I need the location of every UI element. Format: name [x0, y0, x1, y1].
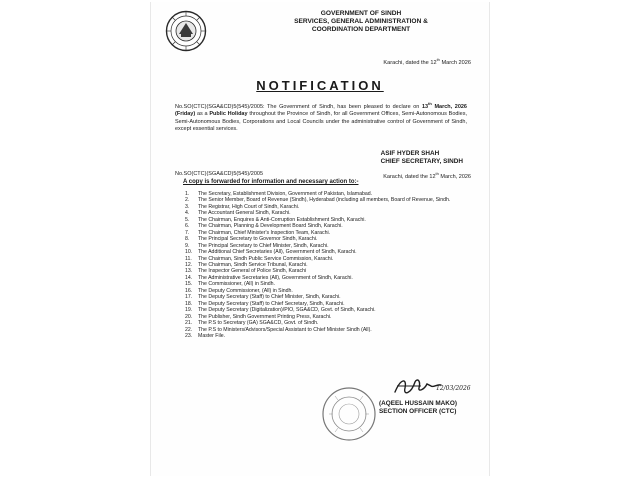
list-item-number: 2. [185, 197, 190, 204]
list-item-text: The Principal Secretary to Governor Sindh, Karachi. [198, 236, 318, 243]
list-item-number: 20. [185, 313, 193, 320]
distribution-list [185, 191, 475, 339]
body-text-2: as a [195, 111, 210, 118]
notification-body [175, 100, 467, 133]
list-item-number: 6. [185, 223, 190, 230]
government-seal-logo [165, 10, 207, 52]
list-item-text: The P.S to Secretary (GA) SGA&CD, Govt. of Sindh. [198, 320, 319, 327]
list-item-text: The Senior Member, Board of Revenue (Sindh), Hyderabad (including all members, Board of Revenue, Sindh. [198, 197, 451, 204]
list-item-text: The Deputy Secretary (Digitalization)/PIO, SGA&CD, Govt. of Sindh, Karachi. [198, 307, 376, 314]
holiday-date-prefix: 13 [421, 103, 429, 110]
list-item-number: 1. [185, 191, 190, 197]
copy-forward-heading: A copy is forwarded for information and necessary action to:- [183, 179, 359, 185]
notification-date [383, 57, 471, 66]
ref-date-sup: th [435, 171, 439, 176]
list-item-number: 13. [185, 268, 193, 275]
list-item-text: The Chairman, Sindh Public Service Commission, Karachi. [198, 255, 334, 262]
list-item-number: 11. [185, 255, 192, 262]
list-item-number: 17. [185, 294, 193, 301]
list-item-number: 8. [185, 236, 190, 243]
document-page [150, 2, 490, 476]
ref-date-prefix: Karachi, dated the 12 [383, 173, 436, 180]
officer-designation: SECTION OFFICER (CTC) [379, 408, 457, 415]
body-text-1: No.SO(CTC)(SGA&CD)5(545)/2005: The Government of Sindh, has been pleased to declare on [175, 103, 422, 110]
list-item-text: The Chairman, Planning & Development Board Sindh, Karachi. [198, 223, 343, 230]
chief-secretary-signature-block [381, 150, 463, 166]
list-item-text: The Deputy Secretary (Staff) to Chief Minister, Sindh, Karachi. [198, 294, 341, 301]
body-text-3: throughout the Province of Sindh, for all Government Offices, Semi-Autonomous Bodies, Semi-Autonomous Bodies, Corporations and Local Councils under the administrative control of Government of Sindh, except essential services. [175, 111, 467, 133]
list-item-number: 16. [185, 287, 193, 294]
list-item-number: 12. [185, 261, 193, 268]
signatory-designation: CHIEF SECRETARY, SINDH [380, 158, 463, 165]
reference-date [383, 171, 471, 180]
holiday-date-sup: th [428, 101, 432, 106]
list-item-number: 3. [185, 203, 190, 210]
officer-name: (AQEEL HUSSAIN MAKO) [379, 400, 457, 407]
section-officer-signature-block [379, 400, 457, 416]
list-item-text: The Registrar, High Court of Sindh, Karachi. [198, 203, 300, 210]
list-item-text: The Principal Secretary to Chief Minister, Sindh, Karachi. [198, 242, 329, 249]
list-item-text: The Secretary, Establishment Division, Government of Pakistan, Islamabad. [198, 191, 373, 197]
office-stamp [321, 386, 377, 442]
list-item-text: The Chairman, Enquires & Anti-Corruption Establishment Sindh, Karachi. [198, 216, 366, 223]
list-item-number: 23. [185, 332, 193, 339]
ref-date-suffix: March, 2026 [438, 173, 471, 180]
list-item-text: The Deputy Secretary (Staff) to Chief Secretary, Sindh, Karachi. [198, 300, 345, 307]
list-item-text: The Chairman, Chief Minister's Inspection Team, Karachi. [198, 229, 331, 236]
list-item-text: The Administrative Secretaries (All), Government of Sindh, Karachi. [198, 274, 353, 281]
list-item-text: The Accountant General Sindh, Karachi. [198, 210, 291, 217]
header-line-3: COORDINATION DEPARTMENT [311, 26, 411, 33]
list-item-text: The Commissioner, (All) in Sindh. [198, 281, 275, 288]
header-line-2: SERVICES, GENERAL ADMINISTRATION & [294, 18, 428, 25]
signatory-name: ASIF HYDER SHAH [380, 150, 440, 157]
holiday-label: Public Holiday [209, 111, 248, 118]
list-item-number: 19. [185, 307, 193, 314]
list-item-number: 4. [185, 210, 190, 217]
list-item-number: 22. [185, 326, 193, 333]
list-item-number: 14. [185, 274, 193, 281]
date-sup: th [436, 57, 440, 62]
list-item-number: 7. [185, 229, 190, 236]
list-item-text: The Additional Chief Secretaries (All), Government of Sindh, Karachi. [198, 249, 357, 256]
list-item-text: The Deputy Commissioner, (All) in Sindh. [198, 287, 293, 294]
holiday-date-suffix: March, 2026 (Friday) [175, 103, 467, 118]
list-item-number: 15. [185, 281, 193, 288]
list-item-text: Master File. [198, 332, 226, 339]
list-item-number: 21. [185, 320, 193, 327]
list-item-number: 18. [185, 300, 193, 307]
list-item-number: 5. [185, 216, 190, 223]
list-item-text: The Publisher, Sindh Government Printing Press, Karachi. [198, 313, 332, 320]
date-prefix: Karachi, dated the 12 [383, 59, 437, 66]
list-item-number: 10. [185, 249, 193, 256]
list-item-text: The Chairman, Sindh Service Tribunal, Karachi. [198, 261, 308, 268]
department-header [241, 10, 481, 34]
date-suffix: March 2026 [439, 59, 471, 66]
list-item [185, 333, 475, 339]
page-title: NOTIFICATION [256, 78, 384, 93]
header-line-1: GOVERNMENT OF SINDH [320, 10, 402, 17]
reference-number: No.SO(CTC)(SGA&CD)5(545)/2005 [175, 171, 264, 177]
handwritten-date: 12/03/2026 [436, 385, 471, 392]
list-item-text: The Inspector General of Police Sindh, Karachi [198, 268, 307, 275]
list-item-text: The P.S to Ministers/Advisors/Special Assistant to Chief Minister Sindh (All). [198, 326, 372, 333]
list-item-number: 9. [185, 242, 190, 249]
